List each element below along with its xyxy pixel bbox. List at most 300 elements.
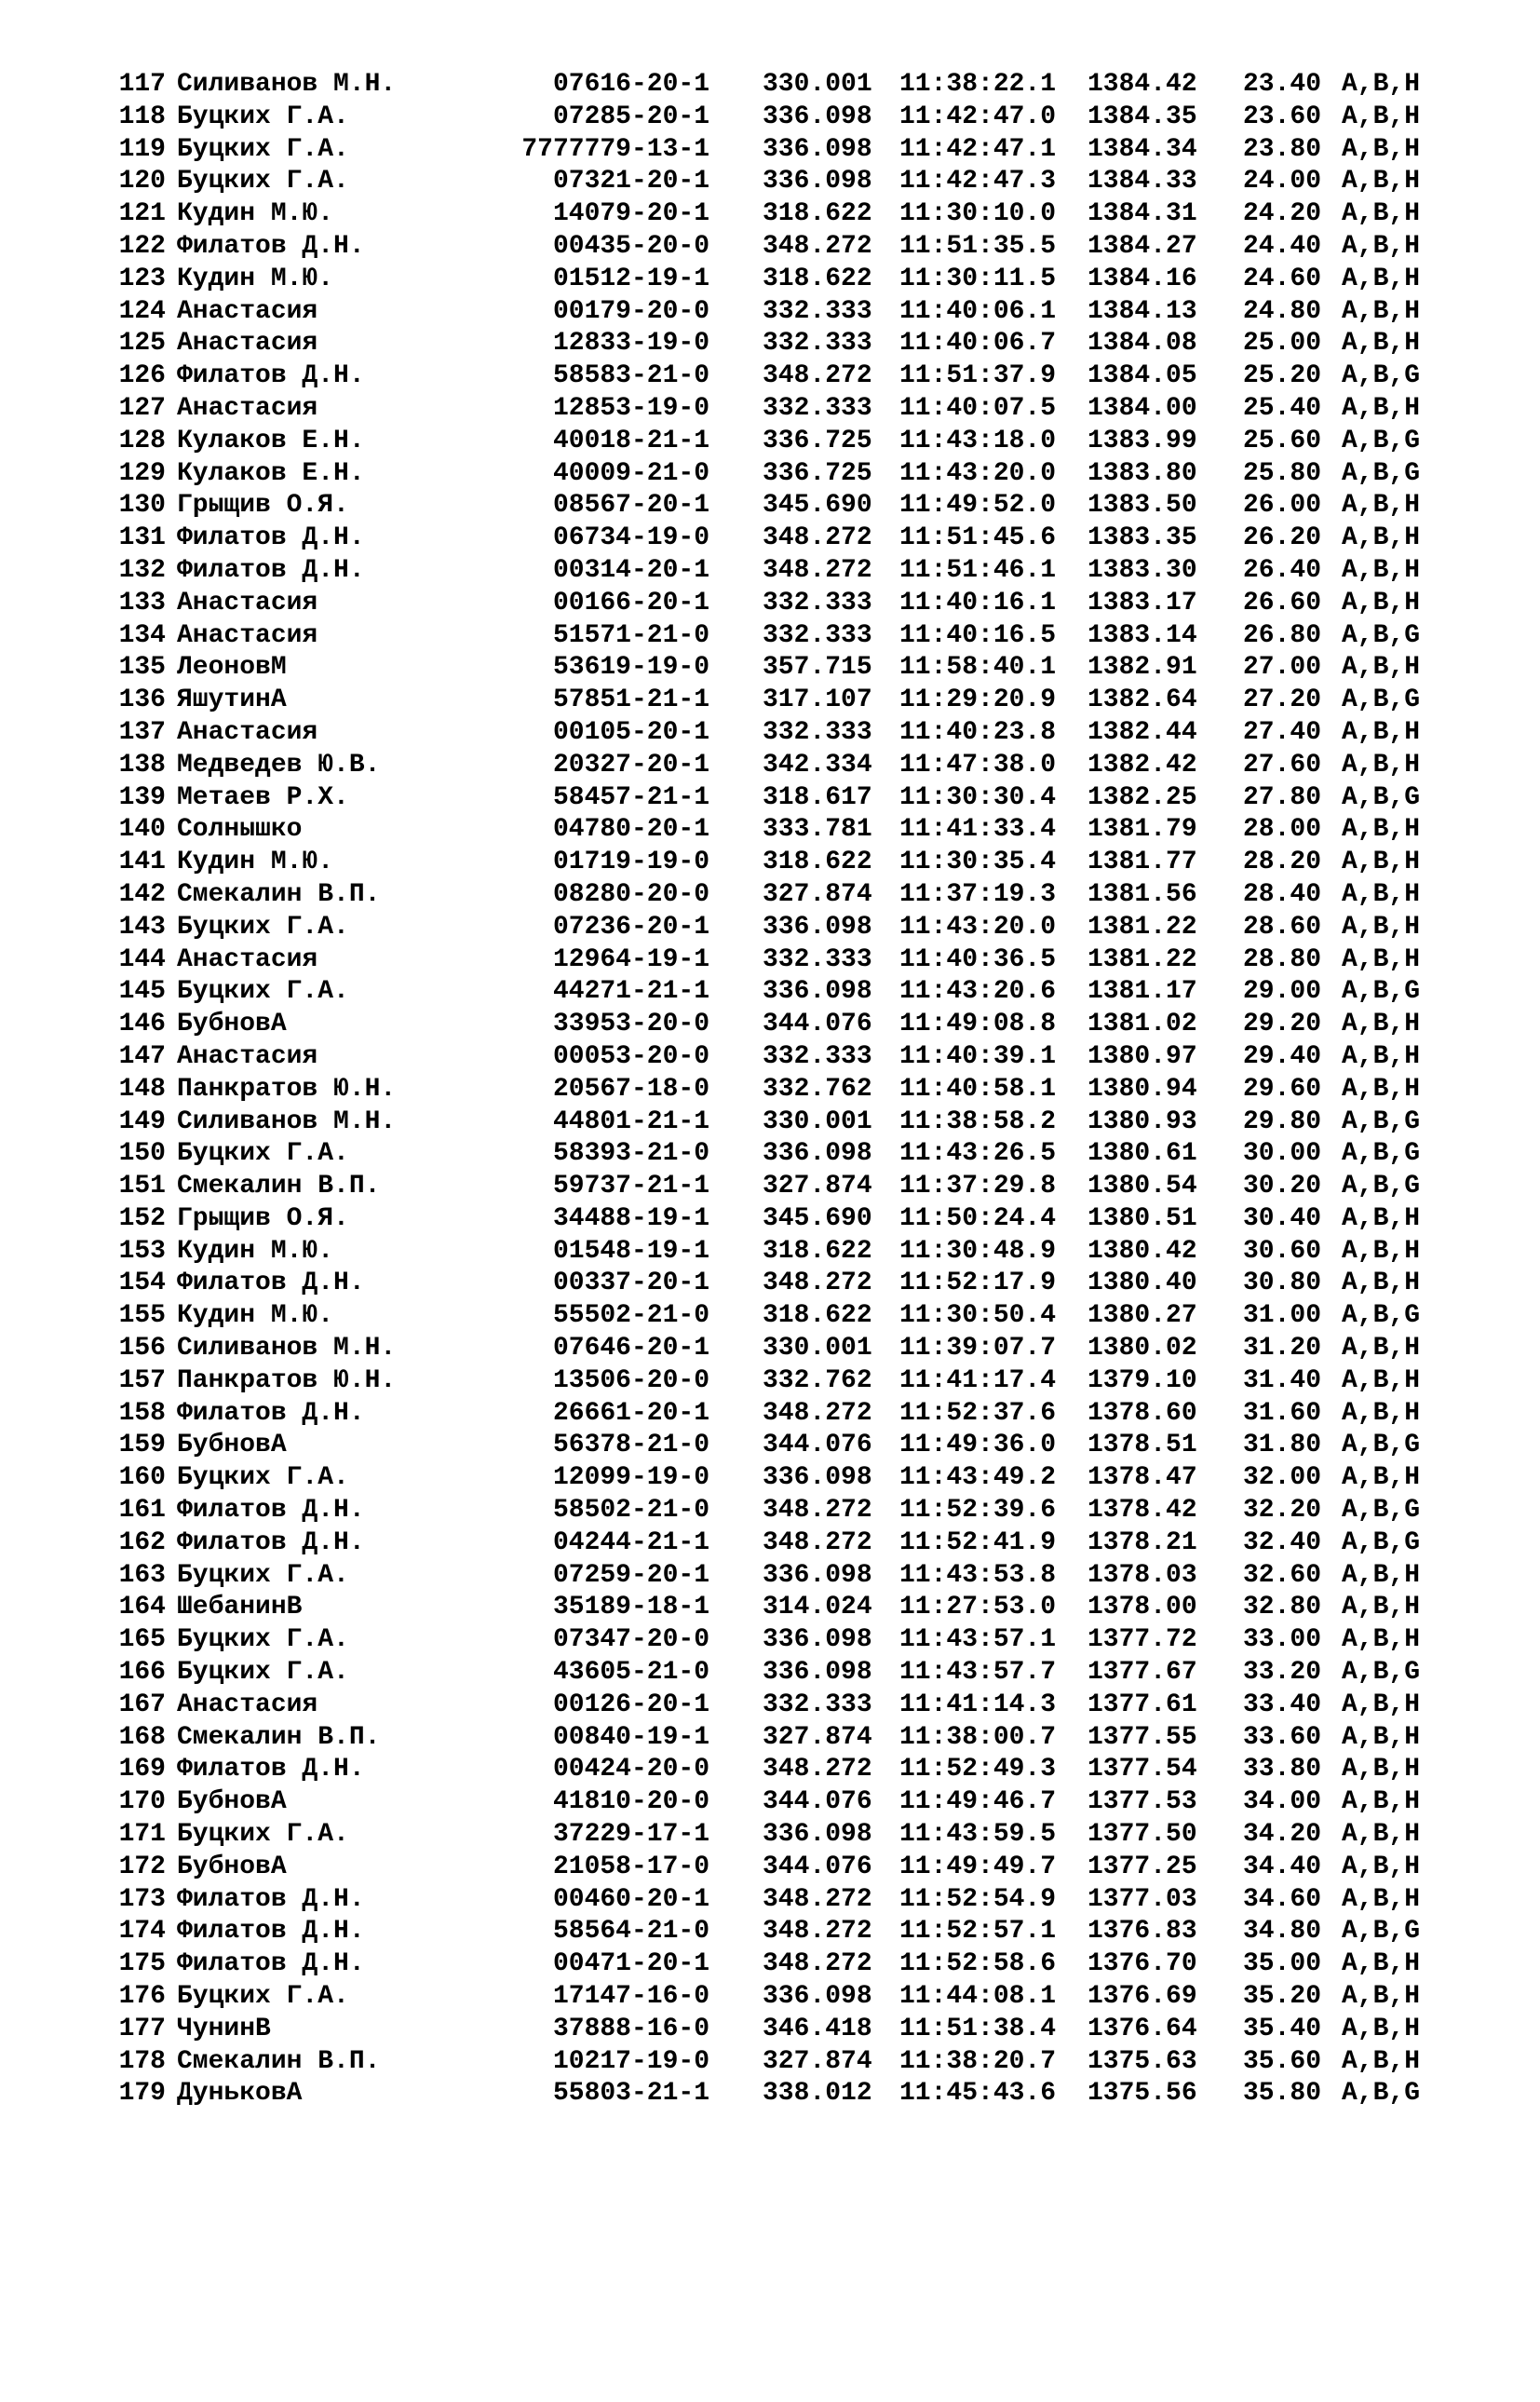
distance-cell: 318.622 <box>763 848 872 877</box>
table-row <box>0 1948 1540 1981</box>
arrival-time-cell: 11:30:48.9 <box>899 1236 1057 1266</box>
coefficient-cell: 26.80 <box>1243 620 1322 650</box>
speed-cell: 1377.55 <box>1087 1722 1197 1752</box>
ring-number-cell: 07236-20-1 <box>552 912 709 942</box>
fancier-name-cell: Буцких Г.А. <box>177 167 349 197</box>
flags-cell: A,B,H <box>1342 1982 1421 2012</box>
fancier-name-cell: Филатов Д.Н. <box>177 361 365 391</box>
fancier-name-cell: Кулаков Е.Н. <box>177 458 365 488</box>
flags-cell: A,B,H <box>1342 1236 1421 1266</box>
ring-number-cell: 34488-19-1 <box>552 1203 709 1233</box>
flags-cell: A,B,H <box>1342 1625 1421 1655</box>
distance-cell: 332.762 <box>763 1365 872 1395</box>
arrival-time-cell: 11:44:08.1 <box>899 1982 1057 2012</box>
coefficient-cell: 32.40 <box>1243 1527 1322 1557</box>
speed-cell: 1378.42 <box>1087 1496 1197 1526</box>
place-cell: 121 <box>118 199 166 229</box>
place-cell: 137 <box>118 717 166 747</box>
coefficient-cell: 33.80 <box>1243 1755 1322 1785</box>
place-cell: 127 <box>118 393 166 423</box>
ring-number-cell: 17147-16-0 <box>552 1982 709 2012</box>
speed-cell: 1378.60 <box>1087 1398 1197 1428</box>
fancier-name-cell: Филатов Д.Н. <box>177 523 365 553</box>
ring-number-cell: 01512-19-1 <box>552 264 709 293</box>
distance-cell: 314.024 <box>763 1593 872 1622</box>
flags-cell: A,B,H <box>1342 555 1421 585</box>
flags-cell: A,B,G <box>1342 977 1421 1007</box>
distance-cell: 318.622 <box>763 264 872 293</box>
arrival-time-cell: 11:43:20.0 <box>899 458 1057 488</box>
flags-cell: A,B,H <box>1342 1884 1421 1914</box>
arrival-time-cell: 11:40:58.1 <box>899 1074 1057 1104</box>
table-row <box>0 1722 1540 1755</box>
distance-cell: 336.098 <box>763 1139 872 1169</box>
place-cell: 139 <box>118 782 166 812</box>
place-cell: 124 <box>118 296 166 326</box>
speed-cell: 1384.16 <box>1087 264 1197 293</box>
fancier-name-cell: Буцких Г.А. <box>177 1139 349 1169</box>
flags-cell: A,B,H <box>1342 1398 1421 1428</box>
distance-cell: 344.076 <box>763 1852 872 1881</box>
fancier-name-cell: Буцких Г.А. <box>177 1820 349 1850</box>
flags-cell: A,B,H <box>1342 264 1421 293</box>
ring-number-cell: 37888-16-0 <box>552 2014 709 2043</box>
ring-number-cell: 00314-20-1 <box>552 555 709 585</box>
distance-cell: 330.001 <box>763 70 872 99</box>
fancier-name-cell: Кудин М.Ю. <box>177 1301 334 1331</box>
speed-cell: 1378.47 <box>1087 1463 1197 1493</box>
flags-cell: A,B,H <box>1342 750 1421 780</box>
table-row <box>0 1495 1540 1527</box>
distance-cell: 336.098 <box>763 1820 872 1850</box>
fancier-name-cell: Филатов Д.Н. <box>177 231 365 261</box>
fancier-name-cell: Филатов Д.Н. <box>177 1949 365 1979</box>
speed-cell: 1380.51 <box>1087 1203 1197 1233</box>
coefficient-cell: 28.60 <box>1243 912 1322 942</box>
place-cell: 155 <box>118 1301 166 1331</box>
ring-number-cell: 04780-20-1 <box>552 815 709 845</box>
fancier-name-cell: БубновА <box>177 1852 287 1881</box>
ring-number-cell: 10217-19-0 <box>552 2046 709 2076</box>
distance-cell: 332.333 <box>763 717 872 747</box>
arrival-time-cell: 11:43:18.0 <box>899 426 1057 455</box>
coefficient-cell: 33.00 <box>1243 1625 1322 1655</box>
arrival-time-cell: 11:30:30.4 <box>899 782 1057 812</box>
coefficient-cell: 34.80 <box>1243 1917 1322 1947</box>
place-cell: 143 <box>118 912 166 942</box>
speed-cell: 1383.30 <box>1087 555 1197 585</box>
arrival-time-cell: 11:30:11.5 <box>899 264 1057 293</box>
distance-cell: 332.762 <box>763 1074 872 1104</box>
table-row <box>0 264 1540 296</box>
coefficient-cell: 23.60 <box>1243 102 1322 131</box>
place-cell: 173 <box>118 1884 166 1914</box>
ring-number-cell: 08567-20-1 <box>552 491 709 521</box>
coefficient-cell: 27.80 <box>1243 782 1322 812</box>
table-row <box>0 2046 1540 2079</box>
fancier-name-cell: Филатов Д.Н. <box>177 1269 365 1298</box>
place-cell: 178 <box>118 2046 166 2076</box>
fancier-name-cell: Анастасия <box>177 296 318 326</box>
table-row <box>0 620 1540 653</box>
arrival-time-cell: 11:40:07.5 <box>899 393 1057 423</box>
distance-cell: 348.272 <box>763 361 872 391</box>
distance-cell: 336.098 <box>763 167 872 197</box>
distance-cell: 336.098 <box>763 102 872 131</box>
fancier-name-cell: БубновА <box>177 1787 287 1817</box>
fancier-name-cell: БубновА <box>177 1431 287 1460</box>
flags-cell: A,B,H <box>1342 1690 1421 1719</box>
coefficient-cell: 26.00 <box>1243 491 1322 521</box>
speed-cell: 1375.63 <box>1087 2046 1197 2076</box>
flags-cell: A,B,H <box>1342 1041 1421 1071</box>
arrival-time-cell: 11:40:06.1 <box>899 296 1057 326</box>
coefficient-cell: 23.40 <box>1243 70 1322 99</box>
fancier-name-cell: ЯшутинА <box>177 685 287 715</box>
ring-number-cell: 07259-20-1 <box>552 1560 709 1590</box>
place-cell: 169 <box>118 1755 166 1785</box>
coefficient-cell: 35.40 <box>1243 2014 1322 2043</box>
coefficient-cell: 30.20 <box>1243 1172 1322 1201</box>
table-row <box>0 717 1540 750</box>
distance-cell: 348.272 <box>763 1917 872 1947</box>
distance-cell: 348.272 <box>763 1269 872 1298</box>
distance-cell: 336.098 <box>763 1625 872 1655</box>
arrival-time-cell: 11:52:57.1 <box>899 1917 1057 1947</box>
coefficient-cell: 35.60 <box>1243 2046 1322 2076</box>
arrival-time-cell: 11:30:50.4 <box>899 1301 1057 1331</box>
arrival-time-cell: 11:43:57.7 <box>899 1658 1057 1688</box>
fancier-name-cell: Кудин М.Ю. <box>177 848 334 877</box>
speed-cell: 1377.67 <box>1087 1658 1197 1688</box>
place-cell: 145 <box>118 977 166 1007</box>
coefficient-cell: 30.80 <box>1243 1269 1322 1298</box>
distance-cell: 332.333 <box>763 1690 872 1719</box>
distance-cell: 348.272 <box>763 1949 872 1979</box>
arrival-time-cell: 11:43:57.1 <box>899 1625 1057 1655</box>
table-row <box>0 1333 1540 1365</box>
fancier-name-cell: Буцких Г.А. <box>177 1658 349 1688</box>
coefficient-cell: 29.80 <box>1243 1106 1322 1136</box>
ring-number-cell: 01548-19-1 <box>552 1236 709 1266</box>
arrival-time-cell: 11:45:43.6 <box>899 2079 1057 2109</box>
place-cell: 156 <box>118 1334 166 1364</box>
fancier-name-cell: Буцких Г.А. <box>177 1560 349 1590</box>
arrival-time-cell: 11:49:49.7 <box>899 1852 1057 1881</box>
flags-cell: A,B,H <box>1342 134 1421 164</box>
ring-number-cell: 14079-20-1 <box>552 199 709 229</box>
distance-cell: 342.334 <box>763 750 872 780</box>
table-row <box>0 1852 1540 1884</box>
place-cell: 146 <box>118 1010 166 1039</box>
speed-cell: 1381.17 <box>1087 977 1197 1007</box>
arrival-time-cell: 11:27:53.0 <box>899 1593 1057 1622</box>
fancier-name-cell: Грыщив О.Я. <box>177 491 349 521</box>
coefficient-cell: 26.20 <box>1243 523 1322 553</box>
fancier-name-cell: Буцких Г.А. <box>177 134 349 164</box>
ring-number-cell: 55803-21-1 <box>552 2079 709 2109</box>
distance-cell: 318.622 <box>763 199 872 229</box>
distance-cell: 336.098 <box>763 1463 872 1493</box>
flags-cell: A,B,H <box>1342 199 1421 229</box>
distance-cell: 336.098 <box>763 134 872 164</box>
table-row <box>0 198 1540 231</box>
place-cell: 151 <box>118 1172 166 1201</box>
ring-number-cell: 00460-20-1 <box>552 1884 709 1914</box>
table-row <box>0 555 1540 588</box>
speed-cell: 1383.35 <box>1087 523 1197 553</box>
flags-cell: A,B,H <box>1342 1722 1421 1752</box>
table-row <box>0 134 1540 167</box>
table-row <box>0 1592 1540 1624</box>
flags-cell: A,B,H <box>1342 102 1421 131</box>
fancier-name-cell: ШебанинВ <box>177 1593 303 1622</box>
flags-cell: A,B,G <box>1342 1496 1421 1526</box>
table-row <box>0 814 1540 847</box>
fancier-name-cell: Филатов Д.Н. <box>177 1398 365 1428</box>
flags-cell: A,B,G <box>1342 361 1421 391</box>
distance-cell: 336.725 <box>763 426 872 455</box>
speed-cell: 1378.21 <box>1087 1527 1197 1557</box>
arrival-time-cell: 11:51:37.9 <box>899 361 1057 391</box>
speed-cell: 1377.72 <box>1087 1625 1197 1655</box>
table-row <box>0 102 1540 134</box>
speed-cell: 1377.61 <box>1087 1690 1197 1719</box>
place-cell: 147 <box>118 1041 166 1071</box>
speed-cell: 1380.02 <box>1087 1334 1197 1364</box>
table-row <box>0 393 1540 426</box>
place-cell: 170 <box>118 1787 166 1817</box>
speed-cell: 1384.34 <box>1087 134 1197 164</box>
coefficient-cell: 25.20 <box>1243 361 1322 391</box>
coefficient-cell: 30.40 <box>1243 1203 1322 1233</box>
table-row <box>0 458 1540 491</box>
table-row <box>0 166 1540 198</box>
speed-cell: 1379.10 <box>1087 1365 1197 1395</box>
ring-number-cell: 07321-20-1 <box>552 167 709 197</box>
distance-cell: 344.076 <box>763 1787 872 1817</box>
distance-cell: 327.874 <box>763 1722 872 1752</box>
coefficient-cell: 34.20 <box>1243 1820 1322 1850</box>
arrival-time-cell: 11:41:14.3 <box>899 1690 1057 1719</box>
arrival-time-cell: 11:52:49.3 <box>899 1755 1057 1785</box>
speed-cell: 1378.51 <box>1087 1431 1197 1460</box>
arrival-time-cell: 11:42:47.3 <box>899 167 1057 197</box>
flags-cell: A,B,G <box>1342 1658 1421 1688</box>
table-row <box>0 1624 1540 1657</box>
table-row <box>0 1074 1540 1106</box>
fancier-name-cell: Смекалин В.П. <box>177 1722 381 1752</box>
distance-cell: 332.333 <box>763 393 872 423</box>
flags-cell: A,B,H <box>1342 1949 1421 1979</box>
place-cell: 138 <box>118 750 166 780</box>
speed-cell: 1380.93 <box>1087 1106 1197 1136</box>
flags-cell: A,B,H <box>1342 1820 1421 1850</box>
ring-number-cell: 12964-19-1 <box>552 944 709 974</box>
speed-cell: 1384.05 <box>1087 361 1197 391</box>
flags-cell: A,B,H <box>1342 2046 1421 2076</box>
flags-cell: A,B,G <box>1342 782 1421 812</box>
table-row <box>0 1268 1540 1300</box>
ring-number-cell: 26661-20-1 <box>552 1398 709 1428</box>
arrival-time-cell: 11:38:20.7 <box>899 2046 1057 2076</box>
distance-cell: 336.098 <box>763 1982 872 2012</box>
fancier-name-cell: Филатов Д.Н. <box>177 1917 365 1947</box>
place-cell: 163 <box>118 1560 166 1590</box>
coefficient-cell: 32.80 <box>1243 1593 1322 1622</box>
table-row <box>0 879 1540 912</box>
place-cell: 148 <box>118 1074 166 1104</box>
table-row <box>0 1786 1540 1819</box>
arrival-time-cell: 11:49:46.7 <box>899 1787 1057 1817</box>
coefficient-cell: 29.00 <box>1243 977 1322 1007</box>
speed-cell: 1383.17 <box>1087 588 1197 617</box>
distance-cell: 336.098 <box>763 977 872 1007</box>
coefficient-cell: 34.60 <box>1243 1884 1322 1914</box>
distance-cell: 348.272 <box>763 523 872 553</box>
table-row <box>0 1462 1540 1495</box>
place-cell: 159 <box>118 1431 166 1460</box>
fancier-name-cell: Анастасия <box>177 1690 318 1719</box>
distance-cell: 344.076 <box>763 1431 872 1460</box>
flags-cell: A,B,H <box>1342 815 1421 845</box>
table-row <box>0 1690 1540 1722</box>
table-row <box>0 1300 1540 1333</box>
flags-cell: A,B,H <box>1342 1074 1421 1104</box>
ring-number-cell: 00053-20-0 <box>552 1041 709 1071</box>
distance-cell: 327.874 <box>763 879 872 909</box>
speed-cell: 1377.53 <box>1087 1787 1197 1817</box>
ring-number-cell: 44271-21-1 <box>552 977 709 1007</box>
table-row <box>0 944 1540 977</box>
coefficient-cell: 29.40 <box>1243 1041 1322 1071</box>
fancier-name-cell: БубновА <box>177 1010 287 1039</box>
distance-cell: 348.272 <box>763 1884 872 1914</box>
table-row <box>0 1560 1540 1593</box>
ring-number-cell: 43605-21-0 <box>552 1658 709 1688</box>
arrival-time-cell: 11:47:38.0 <box>899 750 1057 780</box>
coefficient-cell: 28.80 <box>1243 944 1322 974</box>
arrival-time-cell: 11:51:35.5 <box>899 231 1057 261</box>
speed-cell: 1381.22 <box>1087 944 1197 974</box>
fancier-name-cell: Кулаков Е.Н. <box>177 426 365 455</box>
distance-cell: 348.272 <box>763 231 872 261</box>
table-row <box>0 1138 1540 1171</box>
place-cell: 132 <box>118 555 166 585</box>
coefficient-cell: 32.00 <box>1243 1463 1322 1493</box>
ring-number-cell: 20567-18-0 <box>552 1074 709 1104</box>
table-row <box>0 1106 1540 1139</box>
place-cell: 161 <box>118 1496 166 1526</box>
coefficient-cell: 31.20 <box>1243 1334 1322 1364</box>
table-row <box>0 1398 1540 1431</box>
place-cell: 166 <box>118 1658 166 1688</box>
flags-cell: A,B,H <box>1342 848 1421 877</box>
place-cell: 125 <box>118 329 166 359</box>
coefficient-cell: 35.80 <box>1243 2079 1322 2109</box>
speed-cell: 1384.00 <box>1087 393 1197 423</box>
distance-cell: 332.333 <box>763 1041 872 1071</box>
fancier-name-cell: Анастасия <box>177 329 318 359</box>
ring-number-cell: 35189-18-1 <box>552 1593 709 1622</box>
place-cell: 131 <box>118 523 166 553</box>
table-row <box>0 2078 1540 2110</box>
distance-cell: 318.622 <box>763 1236 872 1266</box>
table-row <box>0 847 1540 879</box>
fancier-name-cell: Кудин М.Ю. <box>177 1236 334 1266</box>
fancier-name-cell: Буцких Г.А. <box>177 102 349 131</box>
flags-cell: A,B,G <box>1342 1301 1421 1331</box>
ring-number-cell: 55502-21-0 <box>552 1301 709 1331</box>
speed-cell: 1380.61 <box>1087 1139 1197 1169</box>
speed-cell: 1381.56 <box>1087 879 1197 909</box>
speed-cell: 1381.02 <box>1087 1010 1197 1039</box>
speed-cell: 1381.22 <box>1087 912 1197 942</box>
speed-cell: 1384.31 <box>1087 199 1197 229</box>
speed-cell: 1383.50 <box>1087 491 1197 521</box>
speed-cell: 1378.03 <box>1087 1560 1197 1590</box>
place-cell: 120 <box>118 167 166 197</box>
distance-cell: 336.098 <box>763 912 872 942</box>
speed-cell: 1383.80 <box>1087 458 1197 488</box>
speed-cell: 1384.33 <box>1087 167 1197 197</box>
arrival-time-cell: 11:43:59.5 <box>899 1820 1057 1850</box>
flags-cell: A,B,G <box>1342 620 1421 650</box>
place-cell: 140 <box>118 815 166 845</box>
arrival-time-cell: 11:29:20.9 <box>899 685 1057 715</box>
flags-cell: A,B,H <box>1342 1203 1421 1233</box>
table-row <box>0 296 1540 329</box>
fancier-name-cell: Анастасия <box>177 717 318 747</box>
arrival-time-cell: 11:30:10.0 <box>899 199 1057 229</box>
flags-cell: A,B,H <box>1342 231 1421 261</box>
coefficient-cell: 33.60 <box>1243 1722 1322 1752</box>
table-row <box>0 1041 1540 1074</box>
table-row <box>0 426 1540 458</box>
speed-cell: 1377.54 <box>1087 1755 1197 1785</box>
speed-cell: 1382.64 <box>1087 685 1197 715</box>
arrival-time-cell: 11:52:58.6 <box>899 1949 1057 1979</box>
coefficient-cell: 25.40 <box>1243 393 1322 423</box>
fancier-name-cell: Буцких Г.А. <box>177 1625 349 1655</box>
distance-cell: 336.098 <box>763 1658 872 1688</box>
flags-cell: A,B,H <box>1342 912 1421 942</box>
fancier-name-cell: ЛеоновМ <box>177 653 287 683</box>
arrival-time-cell: 11:40:36.5 <box>899 944 1057 974</box>
fancier-name-cell: Грыщив О.Я. <box>177 1203 349 1233</box>
place-cell: 141 <box>118 848 166 877</box>
ring-number-cell: 53619-19-0 <box>552 653 709 683</box>
table-row <box>0 912 1540 944</box>
ring-number-cell: 40018-21-1 <box>552 426 709 455</box>
flags-cell: A,B,G <box>1342 458 1421 488</box>
speed-cell: 1382.25 <box>1087 782 1197 812</box>
place-cell: 165 <box>118 1625 166 1655</box>
coefficient-cell: 31.40 <box>1243 1365 1322 1395</box>
coefficient-cell: 33.40 <box>1243 1690 1322 1719</box>
place-cell: 168 <box>118 1722 166 1752</box>
speed-cell: 1380.27 <box>1087 1301 1197 1331</box>
table-row <box>0 1754 1540 1786</box>
arrival-time-cell: 11:58:40.1 <box>899 653 1057 683</box>
flags-cell: A,B,G <box>1342 426 1421 455</box>
distance-cell: 357.715 <box>763 653 872 683</box>
place-cell: 157 <box>118 1365 166 1395</box>
distance-cell: 327.874 <box>763 1172 872 1201</box>
flags-cell: A,B,H <box>1342 879 1421 909</box>
distance-cell: 330.001 <box>763 1334 872 1364</box>
place-cell: 152 <box>118 1203 166 1233</box>
